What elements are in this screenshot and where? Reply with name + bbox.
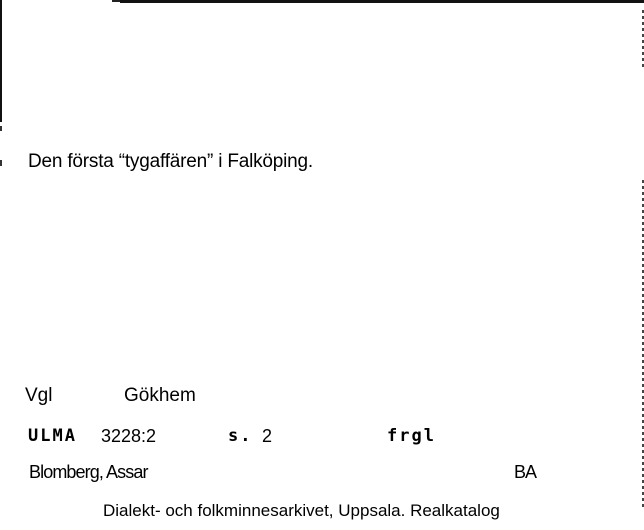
page-number: 2 <box>262 426 273 446</box>
accession-number: 3228:2 <box>101 426 157 446</box>
recorder-code: BA <box>514 462 537 482</box>
region-label: Vgl <box>25 385 53 406</box>
scan-mark <box>0 160 2 166</box>
scan-mark <box>0 126 2 131</box>
card-title: Den första “tygaffären” i Falköping. <box>28 151 313 172</box>
top-border-line <box>120 0 644 3</box>
recorder-name: Blomberg, Assar <box>29 462 148 482</box>
left-border-line <box>0 0 2 122</box>
archive-footer: Dialekt- och folkminnesarkivet, Uppsala. Realkatalog <box>103 501 500 520</box>
parish-label: Gökhem <box>124 385 196 406</box>
category-label: frgl <box>387 426 436 446</box>
page-prefix: s. <box>228 426 253 446</box>
collection-label: ULMA <box>28 426 77 446</box>
